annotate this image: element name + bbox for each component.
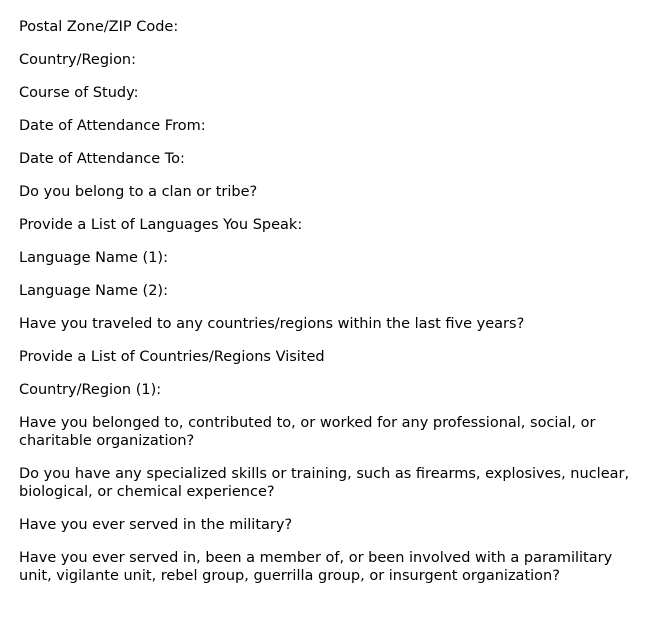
postal-zip-code-label: Postal Zone/ZIP Code: xyxy=(19,19,179,35)
attendance-to-label: Date of Attendance To: xyxy=(19,151,185,167)
language-name-2-label: Language Name (2): xyxy=(19,283,168,299)
languages-list-heading: Provide a List of Languages You Speak: xyxy=(19,217,303,233)
country-region-1-label: Country/Region (1): xyxy=(19,382,162,398)
course-of-study-label: Course of Study: xyxy=(19,85,139,101)
clan-tribe-question: Do you belong to a clan or tribe? xyxy=(19,184,258,200)
country-region-label: Country/Region: xyxy=(19,52,137,68)
form-question-list xyxy=(19,18,639,600)
specialized-skills-question: Do you have any specialized skills or training, such as firearms, explosives, nuclear, biological, or chemical experience? xyxy=(19,466,630,500)
military-service-question: Have you ever served in the military? xyxy=(19,517,293,533)
attendance-from-label: Date of Attendance From: xyxy=(19,118,206,134)
language-name-1-label: Language Name (1): xyxy=(19,250,168,266)
travel-question: Have you traveled to any countries/regions within the last five years? xyxy=(19,316,525,332)
countries-visited-heading: Provide a List of Countries/Regions Visited xyxy=(19,349,325,365)
organization-question: Have you belonged to, contributed to, or worked for any professional, social, or charitable organization? xyxy=(19,415,596,449)
paramilitary-question: Have you ever served in, been a member of, or been involved with a paramilitary unit, vigilante unit, rebel group, guerrilla group, or insurgent organization? xyxy=(19,550,613,584)
